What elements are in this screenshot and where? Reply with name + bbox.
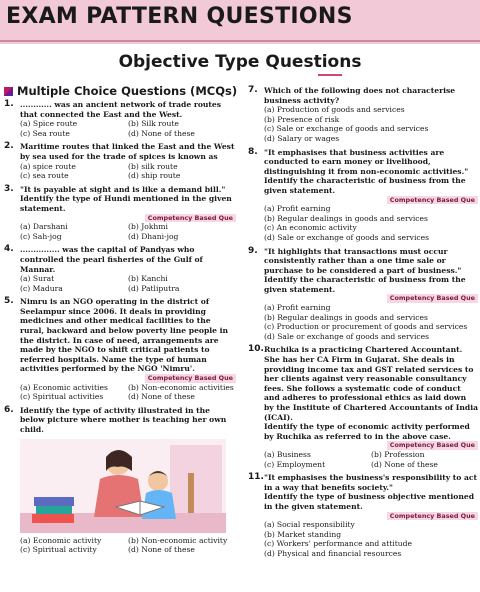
competency-label: Competency Based Que bbox=[387, 196, 478, 205]
option-a[interactable]: (a) Darshani bbox=[20, 222, 68, 232]
options bbox=[20, 162, 236, 181]
question-11 bbox=[248, 473, 478, 558]
question-number: 3. bbox=[4, 183, 14, 194]
question-text: Identify the type of activity illustrated in the below picture where mother is teaching her own child. bbox=[20, 405, 227, 434]
question-prompt: Identify the type of business objective mentioned in the given statement. bbox=[264, 492, 475, 511]
question-prompt: Identify the type of economic activity performed by Ruchika as referred to in the above case. bbox=[264, 422, 470, 441]
question-6 bbox=[4, 406, 236, 555]
question-text: Which of the following does not characterise business activity? bbox=[264, 86, 456, 105]
option-d[interactable]: (d) Physical and financial resources bbox=[264, 548, 402, 558]
option-c[interactable]: (c) Sah-jog bbox=[20, 231, 62, 241]
option-d[interactable]: (d) Patliputra bbox=[128, 283, 180, 293]
question-number: 4. bbox=[4, 244, 14, 255]
question-text: Ruchika is a practicing Chartered Accountant. She has her CA Firm in Gujarat. She deals in providing income tax and GST related services to her clients against very reasonable consultancy fees. She follows a systematic code of conduct and adheres to professional ethics as laid down by the Institute of Chartered Accountants of India (ICAI). bbox=[264, 345, 478, 422]
question-8 bbox=[248, 148, 478, 243]
option-d[interactable]: (d) None of these bbox=[371, 459, 438, 469]
question-number: 7. bbox=[248, 85, 258, 95]
question-prompt: Identify the characteristic of business from the given statement. bbox=[264, 176, 466, 195]
option-a[interactable]: (a) Profit earning bbox=[264, 204, 331, 214]
question-9 bbox=[248, 247, 478, 342]
question-text: "It highlights that transactions must occur consistently rather than a one time sale or purchase to be considered a part of business." bbox=[264, 246, 462, 275]
question-number: 2. bbox=[4, 141, 14, 152]
options bbox=[20, 274, 236, 293]
question-text: "It emphasises the business's responsibility to act in a way that benefits society." bbox=[264, 473, 478, 492]
option-b[interactable]: (b) Regular dealings in goods and services bbox=[264, 312, 428, 322]
options bbox=[20, 119, 236, 138]
option-b[interactable]: (b) Regular dealings in goods and services bbox=[264, 213, 428, 223]
option-c[interactable]: (c) Madura bbox=[20, 283, 63, 293]
question-10 bbox=[248, 345, 478, 469]
question-number: 8. bbox=[248, 146, 258, 157]
question-4 bbox=[4, 245, 236, 293]
mcq-heading bbox=[4, 84, 237, 98]
option-b[interactable]: (b) silk route bbox=[128, 161, 178, 171]
competency-label: Competency Based Que bbox=[387, 294, 478, 303]
question-number: 6. bbox=[4, 404, 14, 415]
option-a[interactable]: (a) Profit earning bbox=[264, 303, 331, 313]
page-banner-title: EXAM PATTERN QUESTIONS bbox=[6, 4, 353, 29]
question-text: "It emphasises that business activities are conducted to earn money or livelihood, distinguishing it from non-economic activities." bbox=[264, 147, 469, 176]
options bbox=[20, 536, 236, 555]
option-b[interactable]: (b) Jokhmi bbox=[128, 222, 168, 232]
option-d[interactable]: (d) Sale or exchange of goods and services bbox=[264, 232, 430, 242]
option-c[interactable]: (c) An economic activity bbox=[264, 223, 357, 233]
options bbox=[264, 520, 478, 558]
option-b[interactable]: (b) Silk route bbox=[128, 119, 179, 129]
right-column bbox=[248, 86, 478, 563]
question-number: 11. bbox=[248, 472, 264, 483]
competency-label: Competency Based Que bbox=[145, 374, 236, 383]
options bbox=[264, 105, 478, 143]
option-c[interactable]: (c) Spiritual activity bbox=[20, 545, 97, 555]
option-c[interactable]: (c) Workers' performance and attitude bbox=[264, 539, 413, 549]
question-text: ............... was the capital of Pandyas who controlled the pearl fisheries of the Gulf of Mannar. bbox=[20, 245, 203, 274]
title-underline bbox=[318, 74, 342, 76]
option-b[interactable]: (b) Kanchi bbox=[128, 274, 168, 284]
option-a[interactable]: (a) spice route bbox=[20, 161, 76, 171]
option-d[interactable]: (d) Salary or wages bbox=[264, 133, 340, 143]
competency-tag bbox=[20, 374, 236, 383]
option-a[interactable]: (a) Production of goods and services bbox=[264, 105, 405, 115]
options bbox=[20, 222, 236, 241]
competency-tag bbox=[264, 441, 478, 450]
mcq-heading-text: Multiple Choice Questions (MCQs) bbox=[17, 84, 238, 98]
question-number: 10. bbox=[248, 344, 264, 355]
option-d[interactable]: (d) None of these bbox=[128, 392, 195, 402]
competency-tag bbox=[20, 214, 236, 223]
header-banner bbox=[0, 0, 480, 44]
square-bullet-icon bbox=[4, 87, 13, 96]
options bbox=[264, 303, 478, 341]
option-b[interactable]: (b) Presence of risk bbox=[264, 114, 340, 124]
option-b[interactable]: (b) Market standing bbox=[264, 529, 342, 539]
competency-label: Competency Based Que bbox=[387, 512, 478, 521]
options bbox=[264, 204, 478, 242]
question-text: Nimru is an NGO operating in the district of Seelampur since 2006. It deals in providing medicines and other medical facilities to the rural, backward and below poverty line people in the district. In case of need, arrangements are made by the NGO to shift critical patients to referred hospitals. Name the type of human activities performed by the NGO 'Nimru'. bbox=[20, 297, 229, 374]
illustration-image bbox=[20, 439, 226, 533]
option-a[interactable]: (a) Social responsibility bbox=[264, 520, 355, 530]
question-5 bbox=[4, 297, 236, 402]
option-c[interactable]: (c) Sale or exchange of goods and services bbox=[264, 124, 429, 134]
option-c[interactable]: (c) Employment bbox=[264, 459, 326, 469]
question-7 bbox=[248, 86, 478, 144]
question-2 bbox=[4, 142, 236, 180]
option-b[interactable]: (b) Non-economic activities bbox=[128, 382, 234, 392]
question-number: 5. bbox=[4, 296, 14, 307]
competency-tag bbox=[264, 294, 478, 303]
question-1 bbox=[4, 100, 236, 138]
options bbox=[20, 383, 236, 402]
option-d[interactable]: (d) None of these bbox=[128, 545, 195, 555]
option-d[interactable]: (d) Dhani-jog bbox=[128, 231, 179, 241]
options bbox=[264, 450, 478, 469]
option-c[interactable]: (c) sea route bbox=[20, 171, 69, 181]
option-d[interactable]: (d) Sale or exchange of goods and services bbox=[264, 331, 430, 341]
option-a[interactable]: (a) Economic activity bbox=[20, 535, 102, 545]
option-c[interactable]: (c) Sea route bbox=[20, 128, 70, 138]
left-column bbox=[4, 100, 236, 559]
question-prompt: Identify the characteristic of business from the given statement. bbox=[264, 275, 466, 294]
question-number: 1. bbox=[4, 99, 14, 109]
option-d[interactable]: (d) ship route bbox=[128, 171, 181, 181]
option-c[interactable]: (c) Production or procurement of goods and services bbox=[264, 322, 468, 332]
mother-teaching-child-illustration bbox=[20, 439, 226, 533]
question-3 bbox=[4, 185, 236, 242]
competency-tag bbox=[264, 512, 478, 521]
option-a[interactable]: (a) Economic activities bbox=[20, 382, 108, 392]
question-text: Maritime routes that linked the East and the West by sea used for the trade of spices is known as bbox=[20, 142, 235, 161]
competency-label: Competency Based Que bbox=[387, 441, 478, 450]
option-c[interactable]: (c) Spiritual activities bbox=[20, 392, 104, 402]
competency-label: Competency Based Que bbox=[145, 214, 236, 223]
section-title: Objective Type Questions bbox=[118, 52, 362, 72]
question-number: 9. bbox=[248, 245, 258, 256]
question-text: ............ was an ancient network of trade routes that connected the East and the West. bbox=[20, 100, 222, 119]
question-text: "It is payable at sight and is like a demand bill." Identify the type of Hundi mentioned in the given statement. bbox=[20, 184, 232, 213]
competency-tag bbox=[264, 196, 478, 205]
option-d[interactable]: (d) None of these bbox=[128, 128, 195, 138]
option-b[interactable]: (b) Non-economic activity bbox=[128, 535, 228, 545]
banner-divider bbox=[0, 40, 480, 42]
option-a[interactable]: (a) Spice route bbox=[20, 119, 78, 129]
option-a[interactable]: (a) Surat bbox=[20, 274, 55, 284]
option-a[interactable]: (a) Business bbox=[264, 449, 311, 459]
option-b[interactable]: (b) Profession bbox=[371, 449, 425, 459]
